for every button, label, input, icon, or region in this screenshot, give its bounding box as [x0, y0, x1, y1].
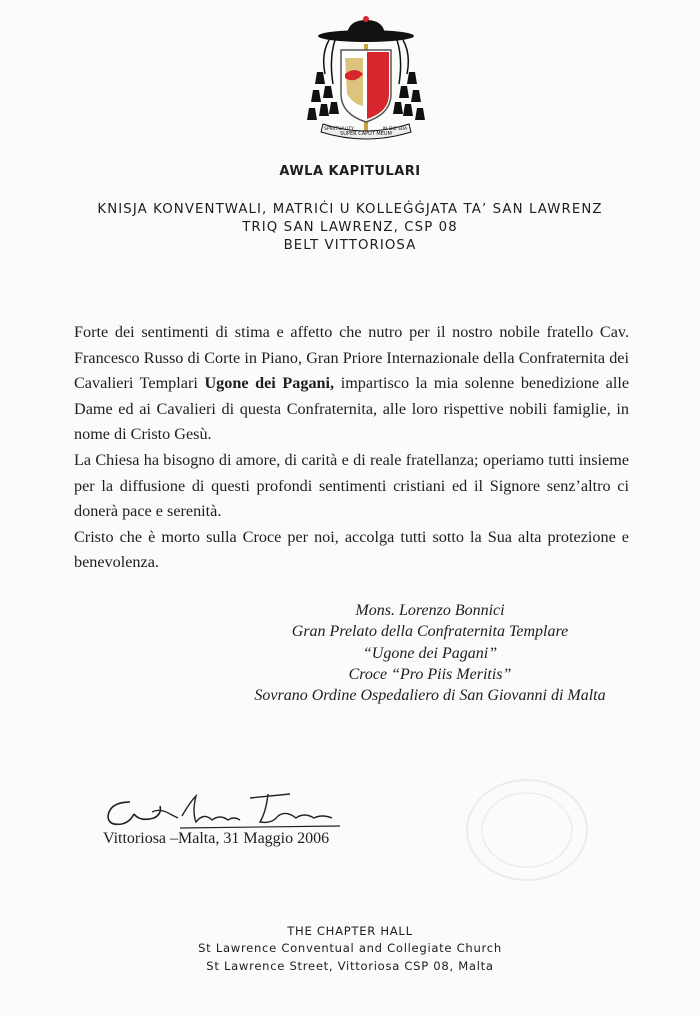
signatory-confraternity: “Ugone dei Pagani” [362, 644, 498, 662]
footer-address: St Lawrence Street, Vittoriosa CSP 08, Malta [206, 959, 494, 973]
embossed-seal [452, 770, 602, 890]
letterhead-church-line: KNISJA KONVENTWALI, MATRIĊI U KOLLEĠĠJATA TA’ SAN LAWRENZ [97, 202, 603, 217]
signatory-award: Croce “Pro Piis Meritis” [348, 665, 512, 683]
letter-body [74, 320, 629, 576]
place-and-date: Vittoriosa –Malta, 31 Maggio 2006 [103, 830, 330, 847]
crest-motto-center: SUPER CAPUT MEUM [340, 131, 392, 137]
confraternity-name-bold: Ugone dei Pagani, [204, 374, 335, 393]
signatory-block [200, 600, 660, 706]
paragraph-christ: Cristo che è morto sulla Croce per noi, accolga tutti sotto la Sua alta protezione e benevolenza. [74, 527, 629, 572]
signatory-name: Mons. Lorenzo Bonnici [355, 602, 505, 619]
footer-chapter-hall: THE CHAPTER HALL [287, 924, 413, 938]
letterhead-title: AWLA KAPITULARI [279, 164, 421, 179]
paragraph-church: La Chiesa ha bisogno di amore, di carità e di reale fratellanza; operiamo tutti insieme per la diffusione di questi profondi sentimenti cristiani ed il Signore senz’altro ci donerà pace e serenità. [74, 450, 629, 521]
footer-church: St Lawrence Conventual and Collegiate Church [198, 941, 502, 955]
coat-of-arms-emblem [295, 14, 437, 146]
letterhead-city-line: BELT VITTORIOSA [283, 238, 417, 253]
letterhead-street-line: TRIQ SAN LAWRENZ, CSP 08 [242, 220, 458, 235]
signatory-role: Gran Prelato della Confraternita Templare [291, 623, 569, 641]
crest-motto-left: SPIRITUALITY [324, 127, 354, 132]
signatory-order: Sovrano Ordine Ospedaliero di San Giovanni di Malta [254, 687, 606, 705]
paragraph-blessing: Forte dei sentimenti di stima e affetto che nutro per il nostro nobile fratello Cav. Francesco Russo di Corte in Piano, Gran Priore Internazionale della Confraternita dei Cavalieri Templari Ugone dei Pagani, impartisco la mia solenne benedizione alle Dame ed ai Cavalieri di questa Confraternita, alle loro rispettive nobili famiglie, in nome di Cristo Gesù. [74, 323, 630, 444]
crest-motto-right: IN DIE SUA [382, 127, 408, 132]
